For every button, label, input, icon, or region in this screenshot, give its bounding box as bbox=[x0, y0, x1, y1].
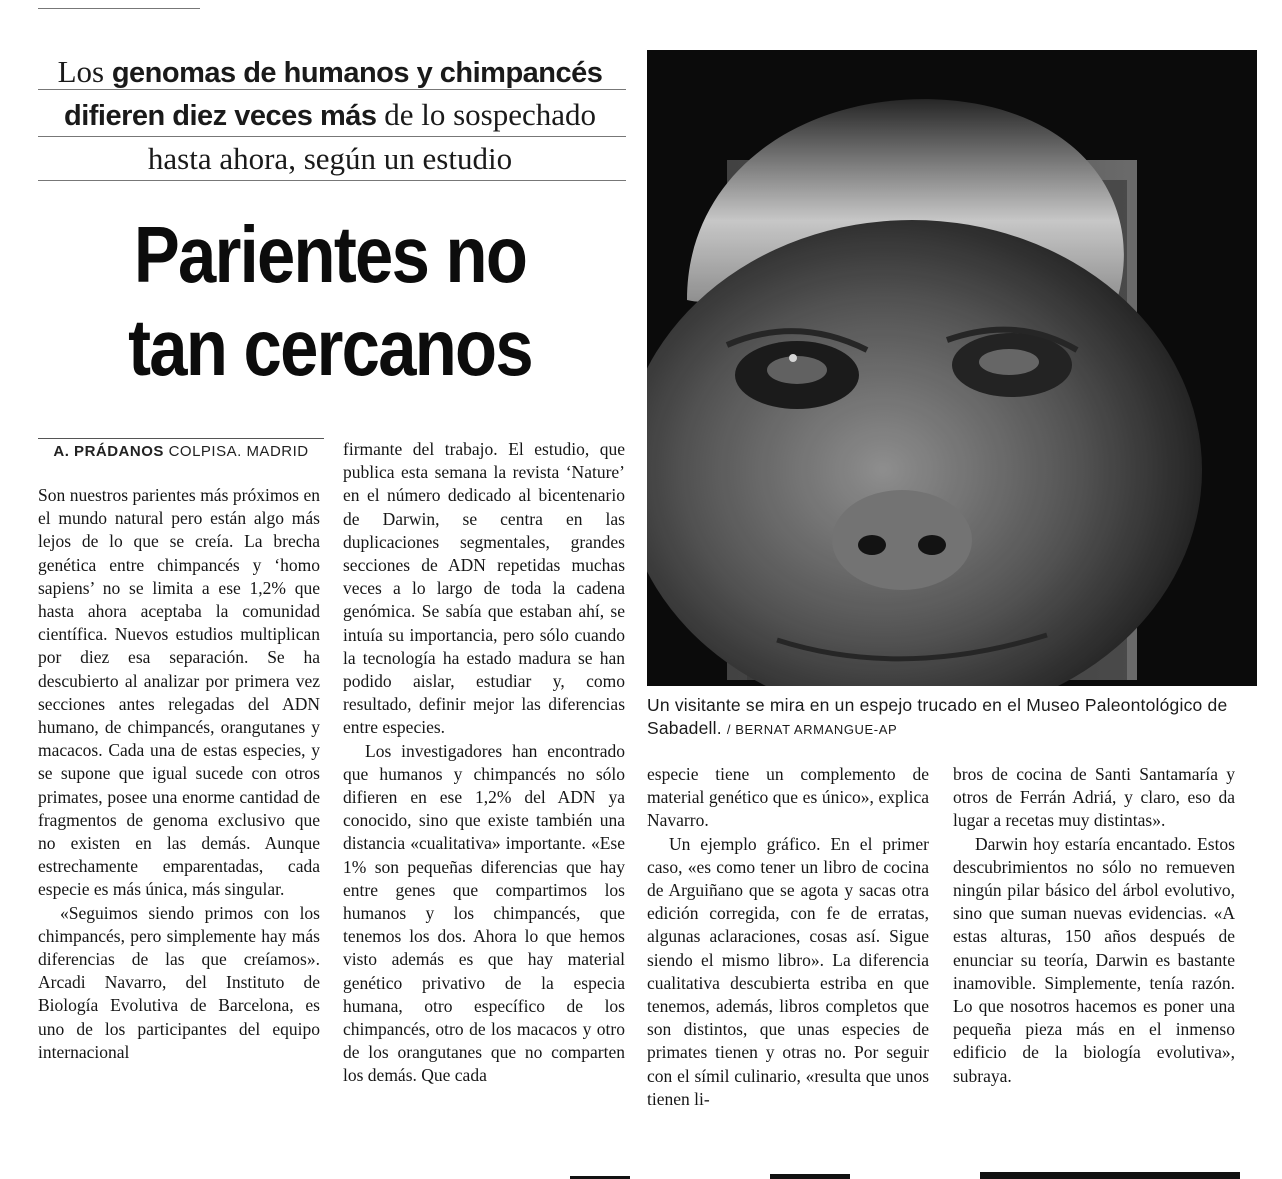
photo-caption bbox=[647, 694, 1257, 741]
cropped-next-headline bbox=[540, 1158, 1282, 1179]
headline-line-1: Parientes no bbox=[133, 210, 527, 299]
article-paragraph: Son nuestros parientes más próximos en el mundo natural pero están algo más lejos de lo que se creía. La brecha genética entre chimpancés y ‘homo sapiens’ no se limita a ese 1,2% que hasta ahora aceptaba la comunidad científica. Nuevos estudios multiplican por diez esa separación. Se ha descubierto al analizar por primera vez secciones antes relegadas del ADN humano, de chimpancés, orangutanes y macacos. Cada una de estas especies, y se supone que igual sucede con otros primates, posee una enorme cantidad de fragmentos de genoma exclusivo que no existen en las demás. Aunque estrechamente emparentadas, cada especie es más única, más singular. bbox=[38, 485, 320, 900]
article-paragraph: bros de cocina de Santi Santamaría y otros de Ferrán Adriá, y claro, eso da lugar a recetas muy distintas». bbox=[953, 764, 1235, 831]
photo-image bbox=[647, 50, 1257, 686]
deck-line-3: hasta ahora, según un estudio bbox=[147, 141, 513, 176]
top-rule bbox=[38, 8, 200, 9]
photo-credit: / BERNAT ARMANGUE-AP bbox=[726, 722, 898, 737]
photo-orangutan-mirror bbox=[647, 50, 1257, 686]
article-paragraph: especie tiene un complemento de material genético que es único», explica Navarro. bbox=[647, 764, 929, 831]
deck-line-2-bold: difieren diez veces más bbox=[63, 100, 377, 132]
article-paragraph: Un ejemplo gráfico. En el primer caso, «es como tener un libro de cocina de Arguiñano que se agota y sacas otra edición corregida, con fe de erratas, algunas aclaraciones, cosas así. Sigue siendo el mismo libro». La diferencia cualitativa descubierta estriba en que tenemos, además, libros completos que son distintos, que unas especies de primates tienen y otras no. Por seguir con el símil culinario, «resulta que unos tienen li- bbox=[647, 833, 929, 1109]
photo-caption-text: Un visitante se mira en un espejo trucado en el Museo Paleontológico de Sabadell. bbox=[647, 695, 1228, 738]
deck-line-1-bold: genomas de humanos y chimpancés bbox=[111, 57, 603, 89]
article-column-2 bbox=[343, 438, 625, 1088]
byline-agency: COLPISA. MADRID bbox=[168, 443, 309, 460]
headline-line-2: tan cercanos bbox=[128, 303, 532, 392]
byline-rule bbox=[38, 438, 324, 439]
article-paragraph: Los investigadores han encontrado que humanos y chimpancés no sólo difieren en ese 1,2% del ADN ya conocido, sino que existe también una distancia «cualitativa» importante. «Ese 1% son pequeñas diferencias que hay entre genes que compartimos los humanos y los chimpancés, que tenemos los dos. Ahora lo que hemos visto además es que hay material genético privativo de la especia humana, otro específico de los chimpancés, otro de los macacos y otro de los orangutanes que no comparten los demás. Que cada bbox=[343, 740, 625, 1086]
byline bbox=[38, 443, 324, 460]
article-paragraph: firmante del trabajo. El estudio, que publica esta semana la revista ‘Nature’ en el número dedicado al bicentenario de Darwin, se centra en las duplicaciones segmentales, grandes secciones de ADN repetidas muchas veces a lo largo de toda la cadena genómica. Se sabía que estaban ahí, se intuía su importancia, pero sólo cuando la tecnología ha estado madura se han podido aislar, estudiar y, como resultado, definir mejor las diferencias entre especies. bbox=[343, 439, 625, 738]
deck-rule-1 bbox=[38, 89, 626, 90]
article-column-1 bbox=[38, 484, 320, 1064]
deck-line-2-regular: de lo sospechado bbox=[384, 97, 597, 132]
cropped-headline-marks bbox=[540, 1170, 1282, 1179]
article-column-4 bbox=[953, 763, 1235, 1088]
article-paragraph: Darwin hoy estaría encantado. Estos descubrimientos no sólo no remueven ningún pilar básico del árbol evolutivo, sino que suman nuevas evidencias. «A estas alturas, 150 años después de enunciar su teoría, Darwin es bastante inamovible. Simplemente, tenía razón. Lo que nosotros hacemos es poner una pequeña pieza más en el inmenso edificio de la biología evolutiva», subraya. bbox=[953, 833, 1235, 1086]
deck-rule-3 bbox=[38, 180, 626, 181]
article-paragraph: «Seguimos siendo primos con los chimpancés, pero simplemente hay más diferencias de las que creíamos». Arcadi Navarro, del Instituto de Biología Evolutiva de Barcelona, es uno de los participantes del equipo internacional bbox=[38, 902, 320, 1062]
deck-line-1-regular: Los bbox=[57, 54, 105, 89]
article-column-3 bbox=[647, 763, 929, 1111]
deck-line-2 bbox=[30, 93, 630, 138]
byline-author: A. PRÁDANOS bbox=[53, 443, 164, 460]
